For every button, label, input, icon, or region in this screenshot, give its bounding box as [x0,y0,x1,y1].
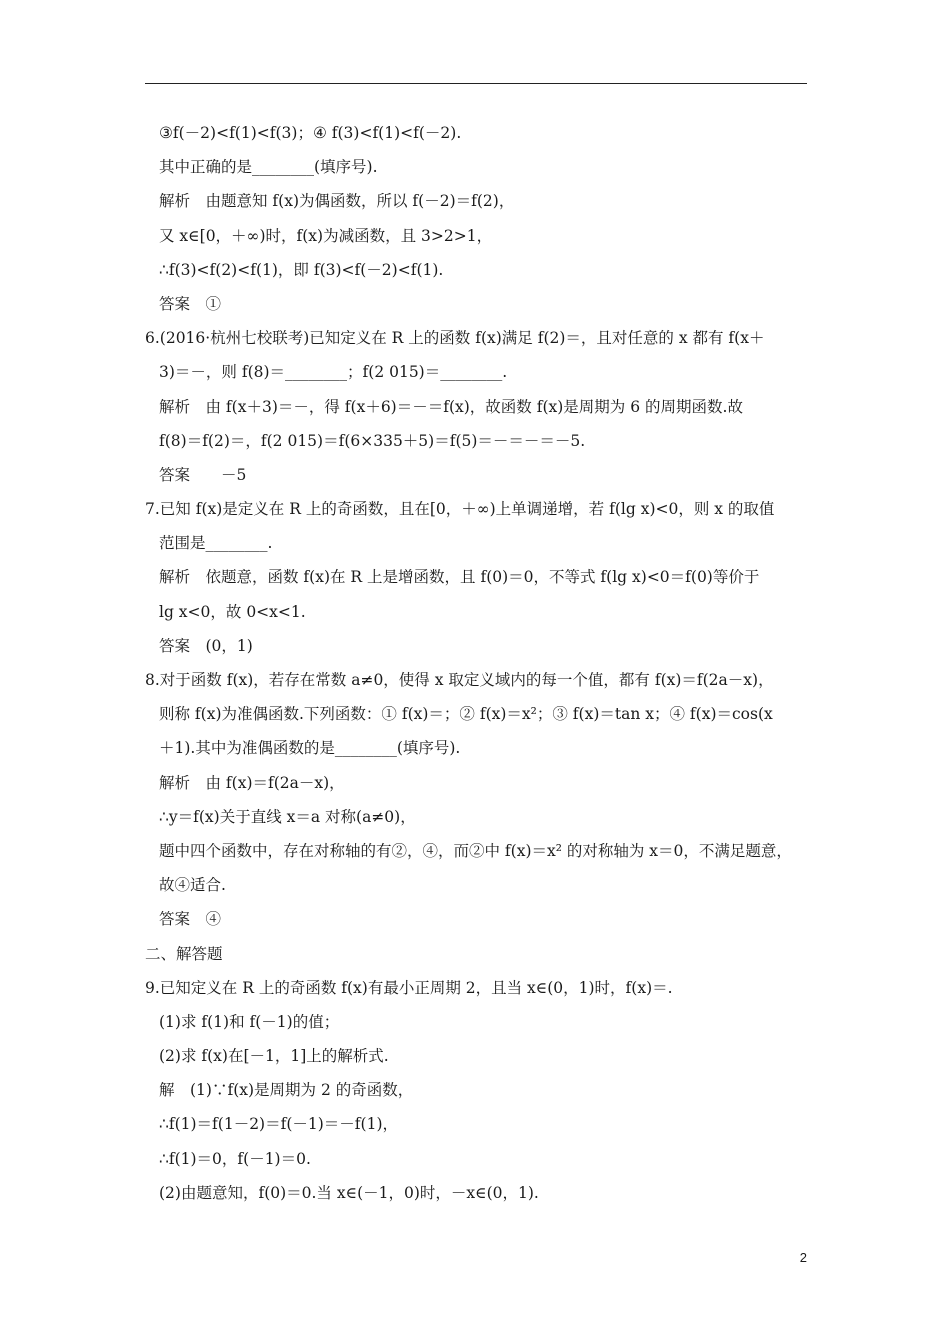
header-rule [145,83,807,84]
text-line: (1)求 f(1)和 f(－1)的值； [159,1012,340,1031]
question-9: 9.已知定义在 R 上的奇函数 f(x)有最小正周期 2，且当 x∈(0，1)时，f(x)＝. [145,978,673,997]
text-line: ∴f(1)＝0，f(－1)＝0. [159,1149,311,1168]
text-line: ③f(－2)<f(1)<f(3)；④ f(3)<f(1)<f(－2). [159,124,462,142]
text-line: 3)＝－，则 f(8)＝________；f(2 015)＝________. [159,363,508,382]
text-line: 解析 由 f(x＋3)＝－，得 f(x＋6)＝－＝f(x)，故函数 f(x)是周期为 6 的周期函数.故 [159,397,743,416]
text-line: ＋1).其中为准偶函数的是________(填序号). [159,739,461,758]
document-body [145,116,810,1210]
text-line: 题中四个函数中，存在对称轴的有②，④，而②中 f(x)＝x² 的对称轴为 x＝0，不满足题意， [159,841,792,860]
answer-line: 答案 (0，1) [159,636,253,655]
question-8: 8.对于函数 f(x)，若存在常数 a≠0，使得 x 取定义域内的每一个值，都有 f(x)＝f(2a－x)， [145,671,774,689]
answer-line: 答案 －5 [159,465,247,484]
text-line: 又 x∈[0，＋∞)时，f(x)为减函数，且 3>2>1， [159,226,493,245]
text-line: (2)求 f(x)在[－1，1]上的解析式. [159,1047,389,1066]
text-line: ∴f(1)＝f(1－2)＝f(－1)＝－f(1)， [159,1115,398,1134]
text-line: 故④适合. [159,876,226,895]
answer-line: 答案 ④ [159,910,222,929]
question-6: 6.(2016·杭州七校联考)已知定义在 R 上的函数 f(x)满足 f(2)＝，且对任意的 x 都有 f(x＋ [145,329,765,348]
answer-line: 答案 ① [159,294,222,313]
text-line: 解析 依题意，函数 f(x)在 R 上是增函数，且 f(0)＝0，不等式 f(lg x)<0＝f(0)等价于 [159,568,760,587]
page-number: 2 [799,1250,807,1265]
text-line: (2)由题意知，f(0)＝0.当 x∈(－1，0)时，－x∈(0，1). [159,1183,539,1202]
section-heading: 二、解答题 [145,944,223,963]
text-line: 则称 f(x)为准偶函数.下列函数：① f(x)＝；② f(x)＝x²；③ f(x)＝tan x；④ f(x)＝cos(x [159,705,773,724]
text-line: 解 (1)∵f(x)是周期为 2 的奇函数， [159,1081,414,1100]
text-line: 其中正确的是________(填序号). [159,158,378,177]
text-line: lg x<0，故 0<x<1. [159,602,306,621]
text-line: 解析 由 f(x)＝f(2a－x)， [159,773,345,792]
text-line: f(8)＝f(2)＝，f(2 015)＝f(6×335＋5)＝f(5)＝－＝－＝－5. [159,431,586,450]
text-line: ∴f(3)<f(2)<f(1)，即 f(3)<f(－2)<f(1). [159,260,444,279]
text-line: 解析 由题意知 f(x)为偶函数，所以 f(－2)＝f(2)， [159,192,515,211]
question-7: 7.已知 f(x)是定义在 R 上的奇函数，且在[0，＋∞)上单调递增，若 f(lg x)<0，则 x 的取值 [145,500,775,519]
text-line: 范围是________. [159,534,273,553]
text-line: ∴y＝f(x)关于直线 x＝a 对称(a≠0)， [159,807,416,826]
